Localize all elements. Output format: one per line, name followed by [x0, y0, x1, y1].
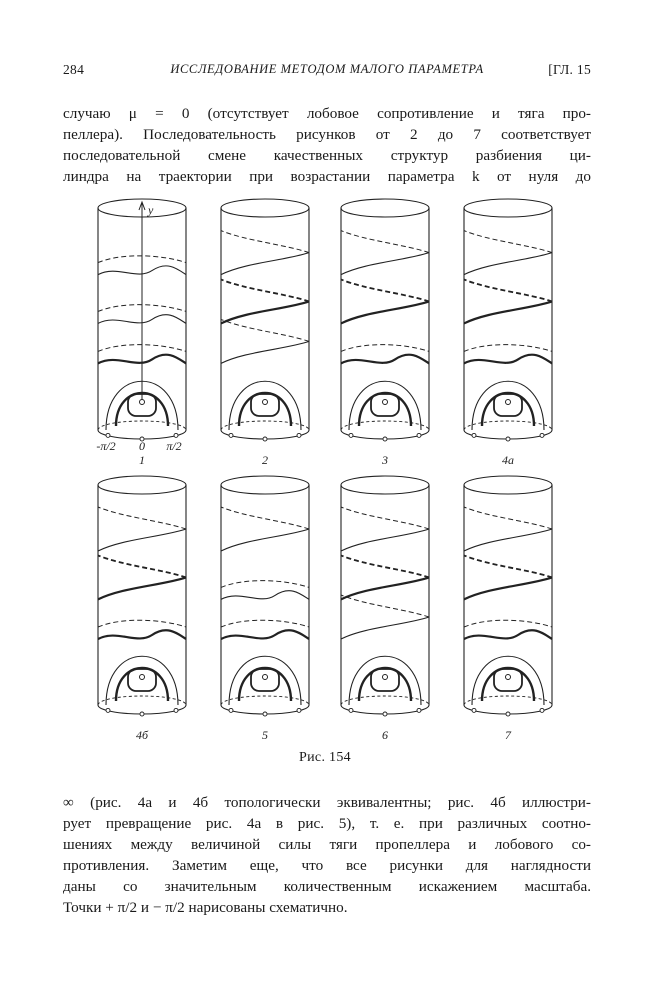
- panel-label: 3: [382, 453, 388, 467]
- text-line: линдра на траектории при возрастании параметра k от нуля до: [63, 168, 591, 185]
- panel-label: 6: [382, 728, 388, 742]
- panel-label: 5: [262, 728, 268, 742]
- axis-tick-label: π/2: [166, 439, 182, 453]
- cylinder-panel-2: [221, 199, 309, 467]
- panel-label: 2: [262, 453, 268, 467]
- cylinder-panel-6: [221, 476, 309, 742]
- text-line: Точки + π/2 и − π/2 нарисованы схематично.: [63, 899, 348, 916]
- paragraph-top: [63, 103, 591, 187]
- cylinder-panel-4: [464, 199, 552, 467]
- cylinder-panel-5: [98, 476, 186, 742]
- text-line: пеллера). Последовательность рисунков от 2 до 7 соответствует: [63, 126, 591, 143]
- text-line: шениях между величиной силы тяги пропеллера и лобового со-: [63, 836, 591, 853]
- text-line: даны со значительным количественным искажением масштаба.: [63, 878, 591, 895]
- cylinder-panel-7: [341, 476, 429, 742]
- cylinder-panel-8: [464, 476, 552, 742]
- cylinder-figure: [80, 190, 580, 750]
- axis-tick-label: -π/2: [96, 439, 116, 453]
- paragraph-bottom: [63, 792, 591, 918]
- panel-label: 1: [139, 453, 145, 467]
- text-line: случаю μ = 0 (отсутствует лобовое сопротивление и тяга про-: [63, 105, 591, 122]
- text-line: рует превращение рис. 4а в рис. 5), т. е. при различных соотно-: [63, 815, 591, 832]
- text-line: последовательной смене качественных структур разбиения ци-: [63, 147, 591, 164]
- y-axis-label: y: [148, 203, 154, 217]
- running-title: ИССЛЕДОВАНИЕ МЕТОДОМ МАЛОГО ПАРАМЕТРА: [170, 62, 484, 76]
- cylinder-panel-3: [341, 199, 429, 467]
- text-line: противления. Заметим еще, что все рисунки для наглядности: [63, 857, 591, 874]
- text-line: ∞ (рис. 4а и 4б топологически эквивалентны; рис. 4б иллюстри-: [63, 794, 591, 811]
- chapter-label: [ГЛ. 15: [548, 62, 591, 77]
- panel-label: 7: [505, 728, 511, 742]
- page-number: 284: [63, 62, 85, 77]
- figure-caption: Рис. 154: [299, 750, 351, 765]
- panel-label: 4а: [502, 453, 514, 467]
- running-header: [63, 62, 591, 84]
- axis-tick-label: 0: [139, 439, 145, 453]
- panel-label: 4б: [135, 728, 149, 742]
